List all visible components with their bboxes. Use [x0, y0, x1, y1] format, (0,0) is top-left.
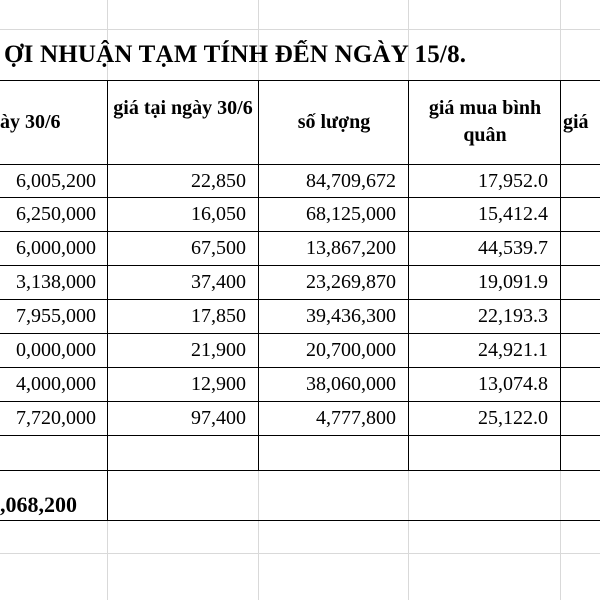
table-cell[interactable]: 13,867,200 [306, 237, 396, 259]
table-cell[interactable]: 39,436,300 [306, 305, 396, 327]
table-cell[interactable]: 16,050 [191, 203, 246, 225]
grid-line [0, 553, 600, 554]
table-cell[interactable]: 68,125,000 [306, 203, 396, 225]
table-cell[interactable]: 3,138,000 [16, 271, 96, 293]
table-cell[interactable]: 6,250,000 [16, 203, 96, 225]
table-cell[interactable]: 20,700,000 [306, 339, 396, 361]
sheet-title: ỢI NHUẬN TẠM TÍNH ĐẾN NGÀY 15/8. [4, 41, 467, 68]
total-value[interactable]: ,068,200 [0, 493, 77, 517]
table-cell[interactable]: 12,900 [191, 373, 246, 395]
grid-line [0, 29, 600, 30]
table-cell[interactable]: 6,000,000 [16, 237, 96, 259]
row-border [0, 401, 600, 402]
table-cell[interactable]: 15,412.4 [478, 203, 548, 225]
table-cell[interactable]: 17,952.0 [478, 170, 548, 192]
row-border [0, 299, 600, 300]
table-cell[interactable]: 7,955,000 [16, 305, 96, 327]
table-cell[interactable]: 21,900 [191, 339, 246, 361]
row-border [0, 435, 600, 436]
table-cell[interactable]: 84,709,672 [306, 170, 396, 192]
table-cell[interactable]: 38,060,000 [306, 373, 396, 395]
table-border [0, 164, 600, 165]
table-cell[interactable]: 4,777,800 [316, 407, 396, 429]
table-cell[interactable]: 44,539.7 [478, 237, 548, 259]
table-cell[interactable]: 4,000,000 [16, 373, 96, 395]
row-border [0, 333, 600, 334]
table-border [0, 80, 600, 81]
row-border [0, 265, 600, 266]
row-border [0, 470, 600, 471]
header-col-a[interactable]: ày 30/6 [0, 111, 61, 133]
column-border [560, 80, 561, 470]
table-cell[interactable]: 13,074.8 [478, 373, 548, 395]
table-cell[interactable]: 0,000,000 [16, 339, 96, 361]
header-col-b[interactable]: giá tại ngày 30/6 [113, 97, 253, 119]
table-cell[interactable]: 17,850 [191, 305, 246, 327]
table-cell[interactable]: 23,269,870 [306, 271, 396, 293]
row-border [0, 197, 600, 198]
column-border [107, 80, 108, 470]
table-cell[interactable]: 25,122.0 [478, 407, 548, 429]
table-cell[interactable]: 19,091.9 [478, 271, 548, 293]
column-border [408, 80, 409, 470]
table-border [0, 520, 600, 521]
table-cell[interactable]: 22,193.3 [478, 305, 548, 327]
row-border [0, 367, 600, 368]
table-cell[interactable]: 97,400 [191, 407, 246, 429]
header-col-d[interactable]: giá mua bình quân [428, 97, 542, 146]
column-border [107, 470, 108, 520]
header-col-c[interactable]: số lượng [297, 111, 371, 133]
table-cell[interactable]: 37,400 [191, 271, 246, 293]
table-cell[interactable]: 24,921.1 [478, 339, 548, 361]
column-border [258, 80, 259, 470]
table-cell[interactable]: 6,005,200 [16, 170, 96, 192]
table-cell[interactable]: 22,850 [191, 170, 246, 192]
table-cell[interactable]: 67,500 [191, 237, 246, 259]
row-border [0, 231, 600, 232]
header-col-e[interactable]: giá [563, 111, 589, 133]
table-cell[interactable]: 7,720,000 [16, 407, 96, 429]
